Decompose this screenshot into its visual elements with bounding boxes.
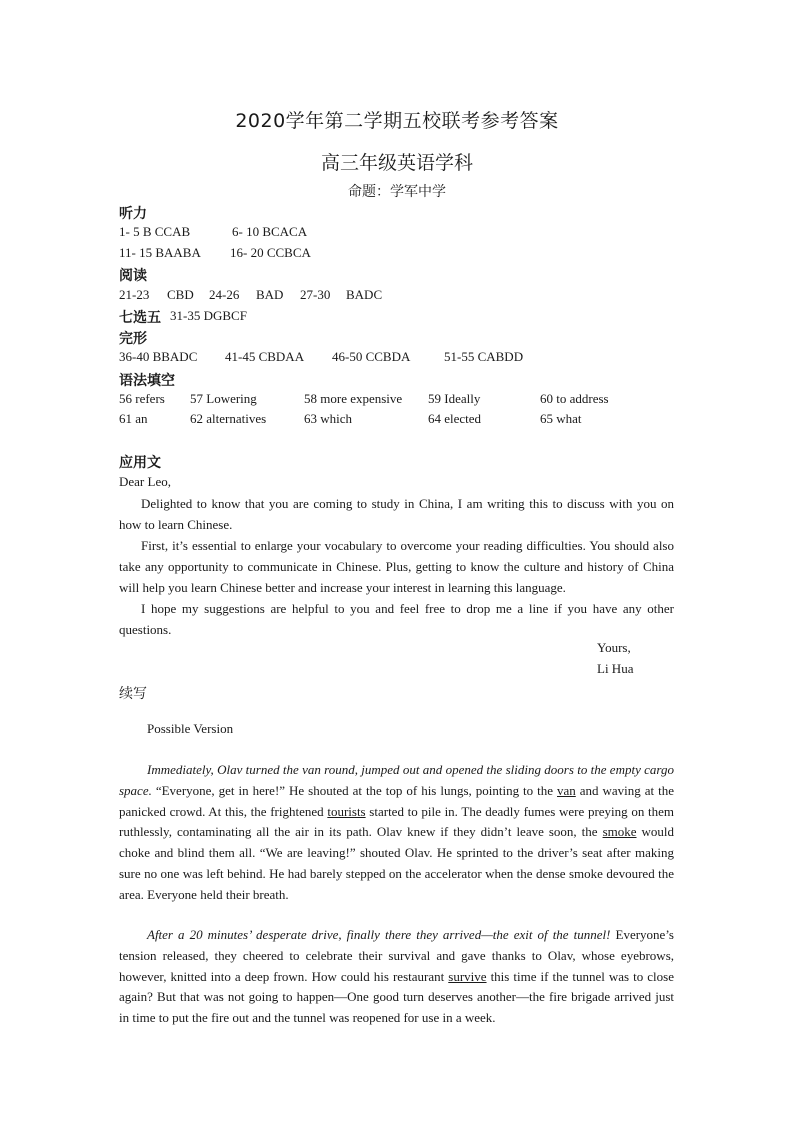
answer-group: 31-35 DGBCF — [170, 308, 247, 323]
answer-group: BAD — [256, 287, 284, 302]
underlined-word: survive — [448, 968, 487, 984]
section-heading-grammar: 语法填空 — [119, 373, 175, 389]
grammar-answer: 65 what — [540, 411, 582, 426]
story-text: would choke and blind them all. “We are leaving!” shouted Olav. He sprinted to the driver’s seat after making sure no one was left behind. He had barely stepped on the accelerator when the dense smoke devoured the area. Everyone held their breath. — [119, 824, 675, 902]
answer-group: 11- 15 BAABA — [119, 245, 201, 260]
grammar-answer: 59 Ideally — [428, 391, 481, 406]
grammar-answer: 57 Lowering — [190, 391, 257, 406]
section-heading-continuation: 续写 — [119, 686, 147, 702]
answer-group: 16- 20 CCBCA — [230, 245, 311, 260]
story-text: Everyone’s tension released, they cheered to celebrate their survival and gave thanks to Olav, whose eyebrows, however, knitted into a deep frown. How could his restaurant — [119, 927, 674, 984]
story-paragraph-1 — [119, 760, 674, 906]
grammar-answer: 61 an — [119, 411, 148, 426]
grammar-answer: 62 alternatives — [190, 411, 267, 426]
section-heading-listening: 听力 — [119, 206, 147, 222]
section-heading-letter: 应用文 — [119, 455, 161, 471]
grammar-answer: 58 more expensive — [304, 391, 403, 406]
section-heading-seven-choose-five: 七选五 — [119, 310, 161, 326]
version-label: Possible Version — [147, 721, 234, 736]
letter-paragraph: First, it’s essential to enlarge your vocabulary to overcome your reading difficulties. You should also take any opportunity to communicate in Chinese. Plus, getting to know the culture and history of China will help you learn Chinese better and increase your interest in learning this language. — [119, 538, 674, 595]
answer-group: 41-45 CBDAA — [225, 349, 305, 364]
answer-group: 51-55 CABDD — [444, 349, 524, 364]
letter-paragraph: I hope my suggestions are helpful to you and feel free to drop me a line if you have any other questions. — [119, 601, 674, 637]
section-heading-reading: 阅读 — [119, 268, 147, 284]
letter-greeting: Dear Leo, — [119, 474, 171, 489]
letter-closing: Yours, — [597, 640, 631, 655]
answer-group: 36-40 BBADC — [119, 349, 198, 364]
story-text: “Everyone, get in here!” He shouted at the top of his lungs, pointing to the — [151, 782, 557, 798]
given-opening-sentence: After a 20 minutes’ desperate drive, finally there they arrived—the exit of the tunnel! — [147, 927, 611, 942]
answer-range: 24-26 — [209, 287, 240, 302]
underlined-word: van — [557, 782, 576, 798]
page-title: 2020学年第二学期五校联考参考答案 — [235, 110, 559, 132]
section-heading-cloze: 完形 — [119, 331, 147, 347]
grammar-answer: 64 elected — [428, 411, 482, 426]
story-text: this time if the tunnel was to close again? But that was not going to happen—One good turn deserves another—the fire brigade arrived just in time to put the fire out and the tunnel was reopened for use in a week. — [119, 968, 674, 1026]
page-subtitle: 高三年级英语学科 — [320, 152, 473, 174]
answer-group: 6- 10 BCACA — [232, 224, 308, 239]
grammar-answer: 60 to address — [540, 391, 609, 406]
story-paragraph-2 — [119, 925, 674, 1029]
answer-group: BADC — [346, 287, 383, 302]
answer-group: 46-50 CCBDA — [332, 349, 411, 364]
answer-range: 21-23 — [119, 287, 150, 302]
grammar-answer: 56 refers — [119, 391, 165, 406]
answer-group: 1- 5 B CCAB — [119, 224, 191, 239]
story-text: started to pile in. The deadly fumes were preying on them ruthlessly, contaminating all the air in its path. Olav knew if they didn’t leave soon, the — [119, 803, 675, 840]
answer-group: CBD — [167, 287, 194, 302]
letter-body — [119, 493, 674, 640]
underlined-word: tourists — [327, 803, 366, 819]
author-line: 命题：学军中学 — [348, 184, 446, 200]
letter-paragraph: Delighted to know that you are coming to study in China, I am writing this to discuss with you on how to learn Chinese. — [119, 496, 674, 532]
given-opening-sentence: Immediately, Olav turned the van round, jumped out and opened the sliding doors to the empty cargo space. — [119, 762, 674, 798]
underlined-word: smoke — [602, 824, 637, 840]
story-text: and waving at the panicked crowd. At this, the frightened — [119, 782, 674, 819]
letter-signature: Li Hua — [597, 661, 634, 676]
answer-range: 27-30 — [300, 287, 331, 302]
grammar-answer: 63 which — [304, 411, 353, 426]
